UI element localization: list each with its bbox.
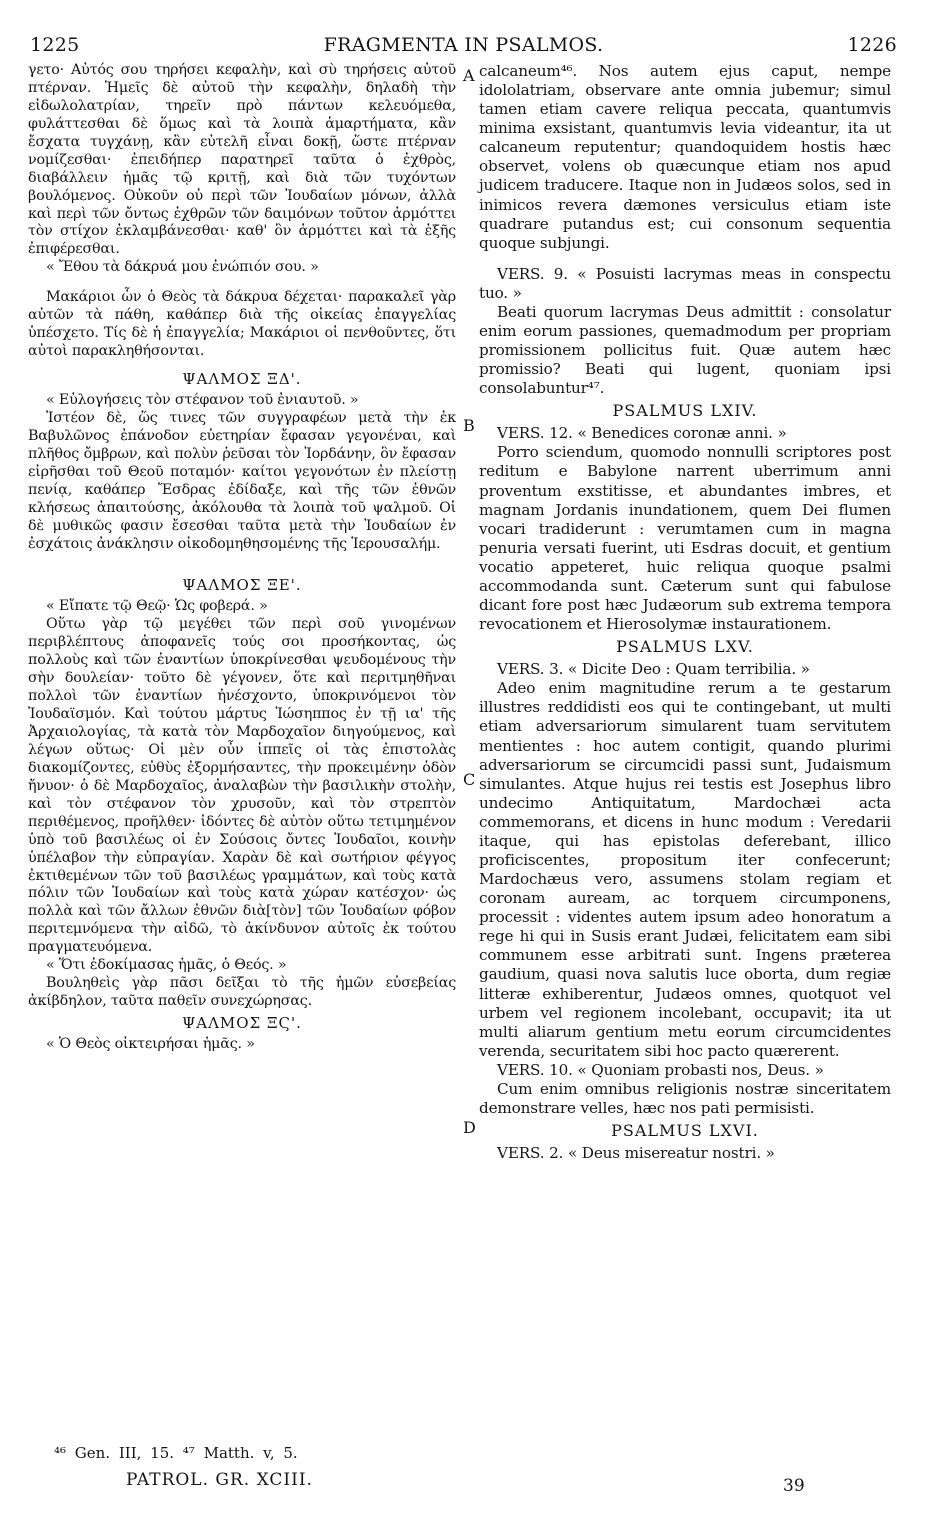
greek-psalm-heading: ΨΑΛΜΟΣ ΞΔ'. [182, 370, 302, 388]
latin-verse-quote: VERS. 9. « Posuisti lacrymas meas in conspectu tuo. » [479, 264, 891, 302]
greek-verse-quote: « Ἔθου τὰ δάκρυά μου ἐνώπιόν σου. » [46, 259, 319, 276]
margin-marker-d: D [463, 1118, 476, 1137]
greek-verse-quote: « Εἴπατε τῷ Θεῷ· Ὡς φοβερά. » [46, 598, 268, 615]
footnotes: ⁴⁶ Gen. III, 15. ⁴⁷ Matth. v, 5. [54, 1444, 298, 1462]
margin-marker-b: B [463, 416, 475, 435]
greek-verse-quote: « Εὐλογήσεις τὸν στέφανον τοῦ ἐνιαυτοῦ. » [46, 392, 359, 408]
greek-paragraph: γετο· Αὐτός σου τηρήσει κεφαλὴν, καὶ σὺ τηρήσεις αὐτοῦ πτέρναν. Ἡμεῖς δὲ αὐτοῦ τὴν κεφαλὴν, δηλαδὴ τὴν εἰδωλολατρίαν, τηρεῖν πρὸ πάντων κελευόμεθα, φυλάττεσθαι δὲ ὅμως καὶ τὰ λοιπὰ ἁμαρτήματα, κἂν ἔσχατα τυγχάνῃ, κἂν εὐτελῆ εἶναι δοκῇ, ὥστε πτέρναν νομίζεσθαι· ἐπειδήπερ παρατηρεῖ ταῦτα ὁ ἐχθρὸς, διαβάλλειν ἡμᾶς τῷ κριτῇ, καὶ διὰ τῶν τυχόντων βουλόμενος. Οὐκοῦν οὐ περὶ τῶν Ἰουδαίων μόνων, ἀλλὰ καὶ περὶ τῶν ὄντως ἐχθρῶν τῶν δαιμόνων τοῦτον ἁρμόττει τὸν στίχον ἐκλαμβάνεσθαι· καθ' ὃν ἁρμόττει καὶ τὰ ἑξῆς ἐπιφέρεσθαι. [28, 62, 456, 258]
greek-paragraph: Βουληθεὶς γὰρ πᾶσι δεῖξαι τὸ τῆς ἡμῶν εὐσεβείας ἀκίβδηλον, ταῦτα παθεῖν συνεχώρησας. [28, 975, 456, 1010]
margin-marker-c: C [463, 770, 476, 789]
running-title: FRAGMENTA IN PSALMOS. [323, 34, 604, 56]
greek-verse-quote: « Ὅτι ἐδοκίμασας ἡμᾶς, ὁ Θεός. » [46, 957, 287, 974]
page-number: 39 [783, 1476, 805, 1496]
latin-verse-quote: VERS. 12. « Benedices coronæ anni. » [497, 424, 787, 443]
greek-column [28, 62, 456, 1054]
latin-verse-quote: VERS. 10. « Quoniam probasti nos, Deus. » [497, 1060, 824, 1079]
latin-column [479, 62, 891, 1163]
greek-paragraph: Μακάριοι ὧν ὁ Θεὸς τὰ δάκρυα δέχεται· παρακαλεῖ γὰρ αὐτῶν τὰ πάθη, καθάπερ διὰ τῆς οἰκείας ἐπαγγελίας ὑπέσχετο. Τίς δὲ ἡ ἐπαγγελία; Μακάριοι οἱ πενθοῦντες, ὅτι αὐτοὶ παρακληθήσονται. [28, 289, 456, 360]
column-number-right: 1226 [847, 34, 897, 56]
greek-verse-quote: « Ὁ Θεὸς οἰκτειρήσαι ἡμᾶς. » [46, 1036, 255, 1052]
latin-paragraph: Cum enim omnibus religionis nostræ sinceritatem demonstrare velles, hæc nos pati permisisti. [479, 1079, 891, 1117]
greek-paragraph: Ἰστέον δὲ, ὥς τινες τῶν συγγραφέων μετὰ τὴν ἐκ Βαβυλῶνος ἐπάνοδον εὐετηρίαν ἔφασαν γεγονέναι, καὶ πλῆθος ὄμβρων, καὶ πολὺν ῥεῦσαι τὸν Ἰορδάνην, ὃν ἔφασαν εἰρῆσθαι τοῦ Θεοῦ ποταμόν· καίτοι γεγονότων ἐν πλείστῃ πενίᾳ, καθάπερ Ἔσδρας ἐδίδαξε, καὶ τῆς τῶν ἐθνῶν κλήσεως ἀπαιτούσης, ἀκόλουθα τὰ λοιπὰ τοῦ ψαλμοῦ. Οἱ δὲ μυθικῶς φασιν ἔσεσθαι ταῦτα μετὰ τὴν Ἰουδαίων ἐν ἐσχάτοις ἀνάκλησιν οἰκοδομηθησομένης τῆς Ἱερουσαλήμ. [28, 409, 456, 552]
latin-paragraph: Porro sciendum, quomodo nonnulli scriptores post reditum e Babylone narrent uberrimum anni proventum exstitisse, et abundantes imbres, et magnam Jordanis inundationem, quem Dei flumen vocari tradiderunt : verumtamen cum in magna penuria versati fuerint, uti Esdras docuit, et gentium vocatio appeteret, huic reliqua quoque psalmi accommodanda sunt. Cæterum sunt qui fabulose dicant fore post hæc Judæorum sub extrema tempora revocationem et Hierosolymæ instaurationem. [479, 443, 891, 634]
footnotes-block [28, 1444, 456, 1490]
latin-psalm-heading: PSALMUS LXIV. [612, 401, 758, 421]
greek-paragraph: Οὕτω γὰρ τῷ μεγέθει τῶν περὶ σοῦ γινομένων περιβλέπτους ἀποφανεῖς τούς σοι προσήκοντας, ὡς πολλοὺς καὶ τῶν ἐναντίων ὑποκρίνεσθαι ψευδομένους τὴν σὴν δουλείαν· τοῦτο δὲ γέγονεν, ὅτε καὶ περιτμηθῆναι πολλοὶ τῶν ἐναντίων ἠνέσχοντο, ὑποκρινόμενοι τὸν Ἰουδαϊσμόν. Καὶ τούτου μάρτυς Ἰώσηππος ἐν τῇ ια' τῆς Ἀρχαιολογίας, τὰ κατὰ τὸν Μαρδοχαῖον διηγούμενος, καὶ λέγων οὕτως· Οἱ μὲν οὖν ἱππεῖς οἱ τὰς ἐπιστολὰς διακομίζοντες, εὐθὺς ἐξορμήσαντες, τὴν προκειμένην ὁδὸν ἤνυον· ὁ δὲ Μαρδοχαῖος, ἀναλαβὼν τὴν βασιλικὴν στολὴν, καὶ τὸν στέφανον τὸν χρυσοῦν, καὶ τὸν στρεπτὸν περιθέμενος, προῆλθεν· ἰδόντες δὲ αὐτὸν οὕτω τετιμημένον ὑπὸ τοῦ βασιλέως οἱ ἐν Σούσοις ὄντες Ἰουδαῖοι, κοινὴν ὑπέλαβον τὴν εὐπραγίαν. Χαρὰν δὲ καὶ σωτήριον φέγγος ἐκτιθεμένων τῶν τοῦ βασιλέως γραμμάτων, καὶ τοὺς κατὰ πόλιν τῶν Ἰουδαίων καὶ τοὺς κατὰ χώραν κατέσχον· ὡς πολλὰ καὶ τῶν ἄλλων ἐθνῶν διὰ[τὸν] τῶν Ἰουδαίων φόβον περιτεμνόμενα τὴν αἰδῶ, τὸ ἀκίνδυνον αὐτοῖς ἐκ τούτου πραγματευόμενα. [28, 616, 456, 956]
greek-psalm-heading: ΨΑΛΜΟΣ ΞϚ'. [182, 1014, 302, 1032]
latin-paragraph: Adeo enim magnitudine rerum a te gestarum illustres reddidisti eos qui te contingebant, ut multi etiam adversariorum simularent tuam servitutem mentientes : hoc autem contigit, quando plurimi adversariorum se circumcidi passi sunt, Judaismum simulantes. Atque hujus rei testis est Josephus libro undecimo Antiquitatum, Mardochæi acta commemorans, et dicens in hunc modum : Veredarii itaque, qui has epistolas deferebant, illico proficiscentes, propositum iter confecerunt; Mardochæus vero, assumens stolam regiam et coronam auream, ac torquem circumponens, processit : videntes autem ipsum adeo honoratum a rege hi qui in Susis erant Judæi, felicitatem eam sibi communem esse arbitrati sunt. Ingens præterea gaudium, quasi nova salutis luce oborta, dum regiæ litteræ exhiberentur, Judæos omnes, quotquot vel urbem vel regionem incolebant, occupavit; ita ut multi aliarum gentium metu eorum circumcidentes verenda, securitatem sibi hoc pacto quærerent. [479, 679, 891, 1060]
latin-psalm-heading: PSALMUS LXVI. [611, 1121, 759, 1141]
latin-psalm-heading: PSALMUS LXV. [616, 637, 754, 657]
latin-verse-quote: VERS. 3. « Dicite Deo : Quam terribilia. » [497, 660, 810, 679]
column-number-left: 1225 [30, 34, 80, 56]
signature-mark: PATROL. GR. XCIII. [126, 1470, 313, 1490]
latin-paragraph: Beati quorum lacrymas Deus admittit : consolatur enim eorum passiones, quemadmodum per propriam promissionem pollicitus fuit. Quæ autem hæc promissio? Beati qui lugent, quoniam ipsi consolabuntur⁴⁷. [479, 302, 891, 398]
latin-verse-quote: VERS. 2. « Deus misereatur nostri. » [497, 1144, 775, 1163]
margin-marker-a: A [463, 66, 475, 85]
greek-psalm-heading: ΨΑΛΜΟΣ ΞΕ'. [182, 576, 302, 595]
latin-paragraph: calcaneum⁴⁶. Nos autem ejus caput, nempe idololatriam, observare ante omnia jubemur; simul tamen etiam cavere reliqua peccata, quantumvis minima exsistant, quantumvis levia videantur, ita ut calcaneum reputentur; quandoquidem hostis hæc observet, volens ob quæcunque etiam nos apud judicem traducere. Itaque non in Judæos solos, sed in inimicos revera dæmones versiculus etiam iste quadrare putandus est; cui consonum sequentia quoque subjungi. [479, 62, 891, 252]
